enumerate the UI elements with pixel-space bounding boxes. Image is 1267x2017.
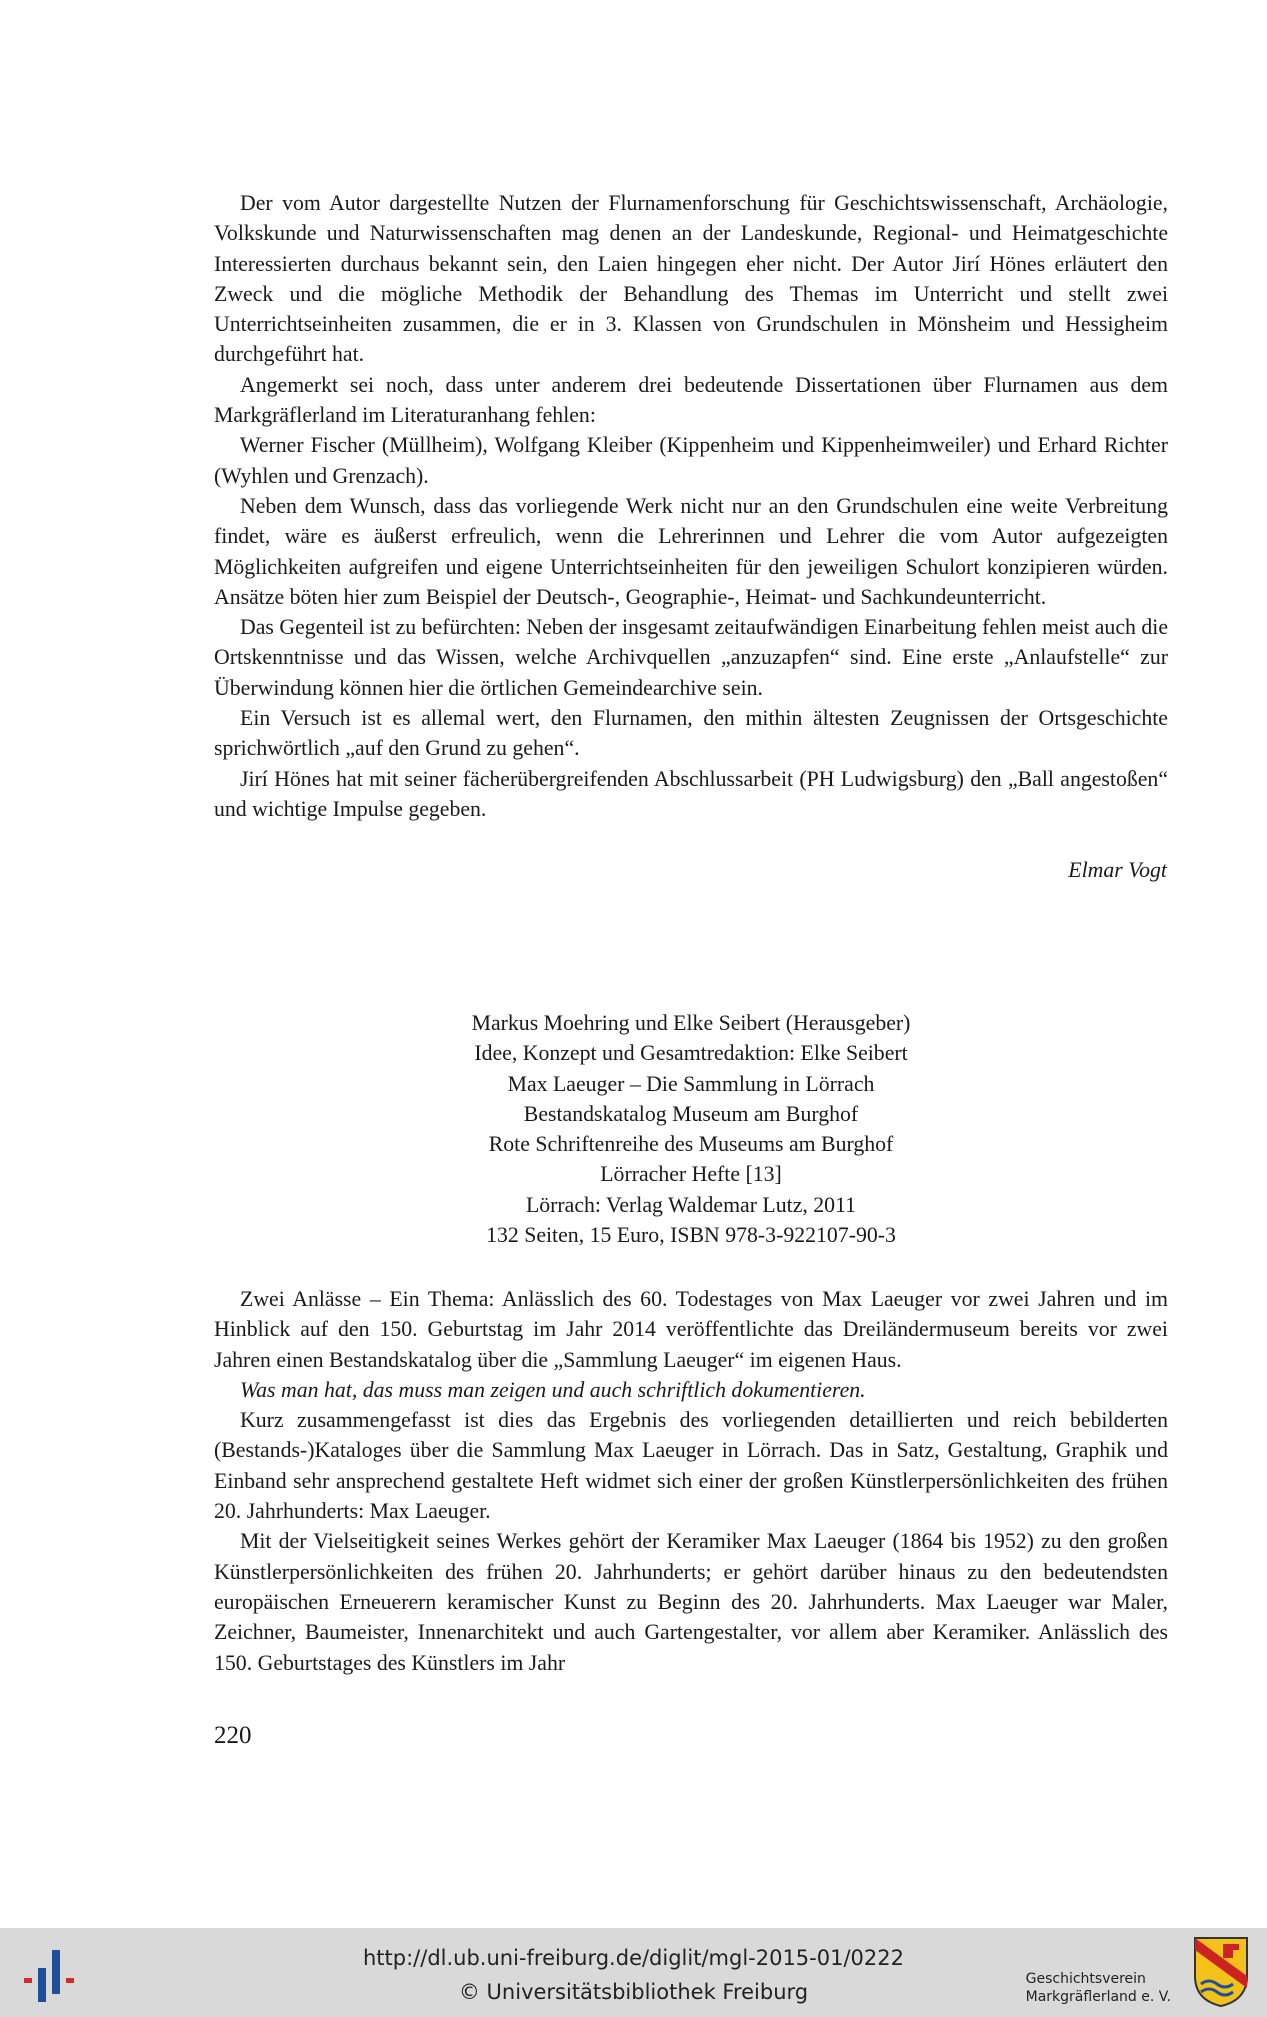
- bibliographic-entry: [214, 1008, 1168, 1250]
- paragraph: Kurz zusammengefasst ist dies das Ergebnis des vorliegenden detaillierten und reich bebilderten (Bestands-)Kataloges über die Sammlung Max Laeuger in Lörrach. Das in Satz, Gestaltung, Graphik und Einband sehr ansprechend gestaltete Heft widmet sich einer der großen Künstlerpersönlichkeiten des frühen 20. Jahrhunderts: Max Laeuger.: [214, 1408, 1168, 1524]
- biblio-line: Max Laeuger – Die Sammlung in Lörrach: [507, 1071, 875, 1096]
- reviewer-signature: Elmar Vogt: [1068, 858, 1167, 882]
- paragraph: Das Gegenteil ist zu befürchten: Neben der insgesamt zeitaufwändigen Einarbeitung fehlen meist auch die Ortskenntnisse und das Wissen, welche Archivquellen „anzuzapfen“ sind. Eine erste „Anlaufstelle“ zur Überwindung können hier die örtlichen Gemeindearchive sein.: [214, 615, 1168, 700]
- coat-of-arms-icon: [1193, 1936, 1249, 2008]
- society-name: [1026, 1970, 1171, 2006]
- biblio-line: 132 Seiten, 15 Euro, ISBN 978-3-922107-90-3: [486, 1223, 896, 1248]
- paragraph: Jirí Hönes hat mit seiner fächerübergreifenden Abschlussarbeit (PH Ludwigsburg) den „Ball angestoßen“ und wichtige Impulse gegeben.: [214, 766, 1168, 821]
- paragraph: Mit der Vielseitigkeit seines Werkes gehört der Keramiker Max Laeuger (1864 bis 1952) zu den großen Künstlerpersönlichkeiten des frühen 20. Jahrhunderts; er gehört darüber hinaus zu den bedeutendsten europäischen Erneuerern keramischer Kunst zu Beginn des 20. Jahrhunderts. Max Laeuger war Maler, Zeichner, Baumeister, Innenarchitekt und auch Gartengestalter, vor allem aber Keramiker. Anlässlich des 150. Geburtstages des Künstlers im Jahr: [214, 1529, 1168, 1675]
- paragraph: Werner Fischer (Müllheim), Wolfgang Kleiber (Kippenheim und Kippenheimweiler) und Erhard Richter (Wyhlen und Grenzach).: [214, 433, 1168, 488]
- biblio-line: Bestandskatalog Museum am Burghof: [523, 1101, 859, 1126]
- biblio-line: Markus Moehring und Elke Seibert (Herausgeber): [471, 1011, 911, 1035]
- paragraph: Ein Versuch ist es allemal wert, den Flurnamen, den mithin ältesten Zeugnissen der Ortsgeschichte sprichwörtlich „auf den Grund zu gehen“.: [214, 706, 1168, 761]
- biblio-line: Rote Schriftenreihe des Museums am Burghof: [488, 1132, 894, 1157]
- paragraph: Angemerkt sei noch, dass unter anderem drei bedeutende Dissertationen über Flurnamen aus dem Markgräflerland im Literaturanhang fehlen:: [214, 372, 1168, 428]
- biblio-line: Lörracher Hefte [13]: [600, 1162, 782, 1187]
- biblio-line: Idee, Konzept und Gesamtredaktion: Elke Seibert: [474, 1041, 908, 1066]
- review-two: [214, 1284, 1168, 1678]
- society-name-line: Geschichtsverein: [1025, 1971, 1146, 1987]
- italic-quote: Was man hat, das muss man zeigen und auch schriftlich dokumentieren.: [240, 1377, 866, 1402]
- copyright-notice: © Universitätsbibliothek Freiburg: [458, 1980, 809, 2004]
- paragraph: Neben dem Wunsch, dass das vorliegende Werk nicht nur an den Grundschulen eine weite Verbreitung findet, wäre es äußerst erfreulich, wenn die Lehrerinnen und Lehrer die vom Autor aufgezeigten Möglichkeiten aufgreifen und eigene Unterrichtseinheiten für den jeweiligen Schulort konzipieren würden. Ansätze böten hier zum Beispiel der Deutsch-, Geographie-, Heimat- und Sachkundeunterricht.: [214, 493, 1168, 609]
- paragraph: Der vom Autor dargestellte Nutzen der Flurnamenforschung für Geschichtswissenschaft, Archäologie, Volkskunde und Naturwissenschaften mag denen an der Landeskunde, Regional- und Heimatgeschichte Interessierten durchaus bekannt sein, den Laien hingegen eher nicht. Der Autor Jirí Hönes erläutert den Zweck und die mögliche Methodik der Behandlung des Themas im Unterricht und stellt zwei Unterrichtseinheiten zusammen, die er in 3. Klassen von Grundschulen in Mönsheim und Hessigheim durchgeführt hat.: [214, 191, 1168, 367]
- page-number: 220: [214, 1722, 252, 1749]
- paragraph: Zwei Anlässe – Ein Thema: Anlässlich des 60. Todestages von Max Laeuger vor zwei Jahren und im Hinblick auf den 150. Geburtstag im Jahr 2014 veröffentlichte das Dreiländermuseum bereits vor zwei Jahren einen Bestandskatalog über die „Sammlung Laeuger“ im eigenen Haus.: [214, 1287, 1168, 1372]
- review-one: [214, 188, 1168, 824]
- source-url-link[interactable]: http://dl.ub.uni-freiburg.de/diglit/mgl-2015-01/0222: [362, 1946, 904, 1970]
- footer-bar: [0, 1928, 1267, 2017]
- biblio-line: Lörrach: Verlag Waldemar Lutz, 2011: [525, 1192, 857, 1217]
- society-name-line: Markgräflerland e. V.: [1025, 1989, 1171, 2005]
